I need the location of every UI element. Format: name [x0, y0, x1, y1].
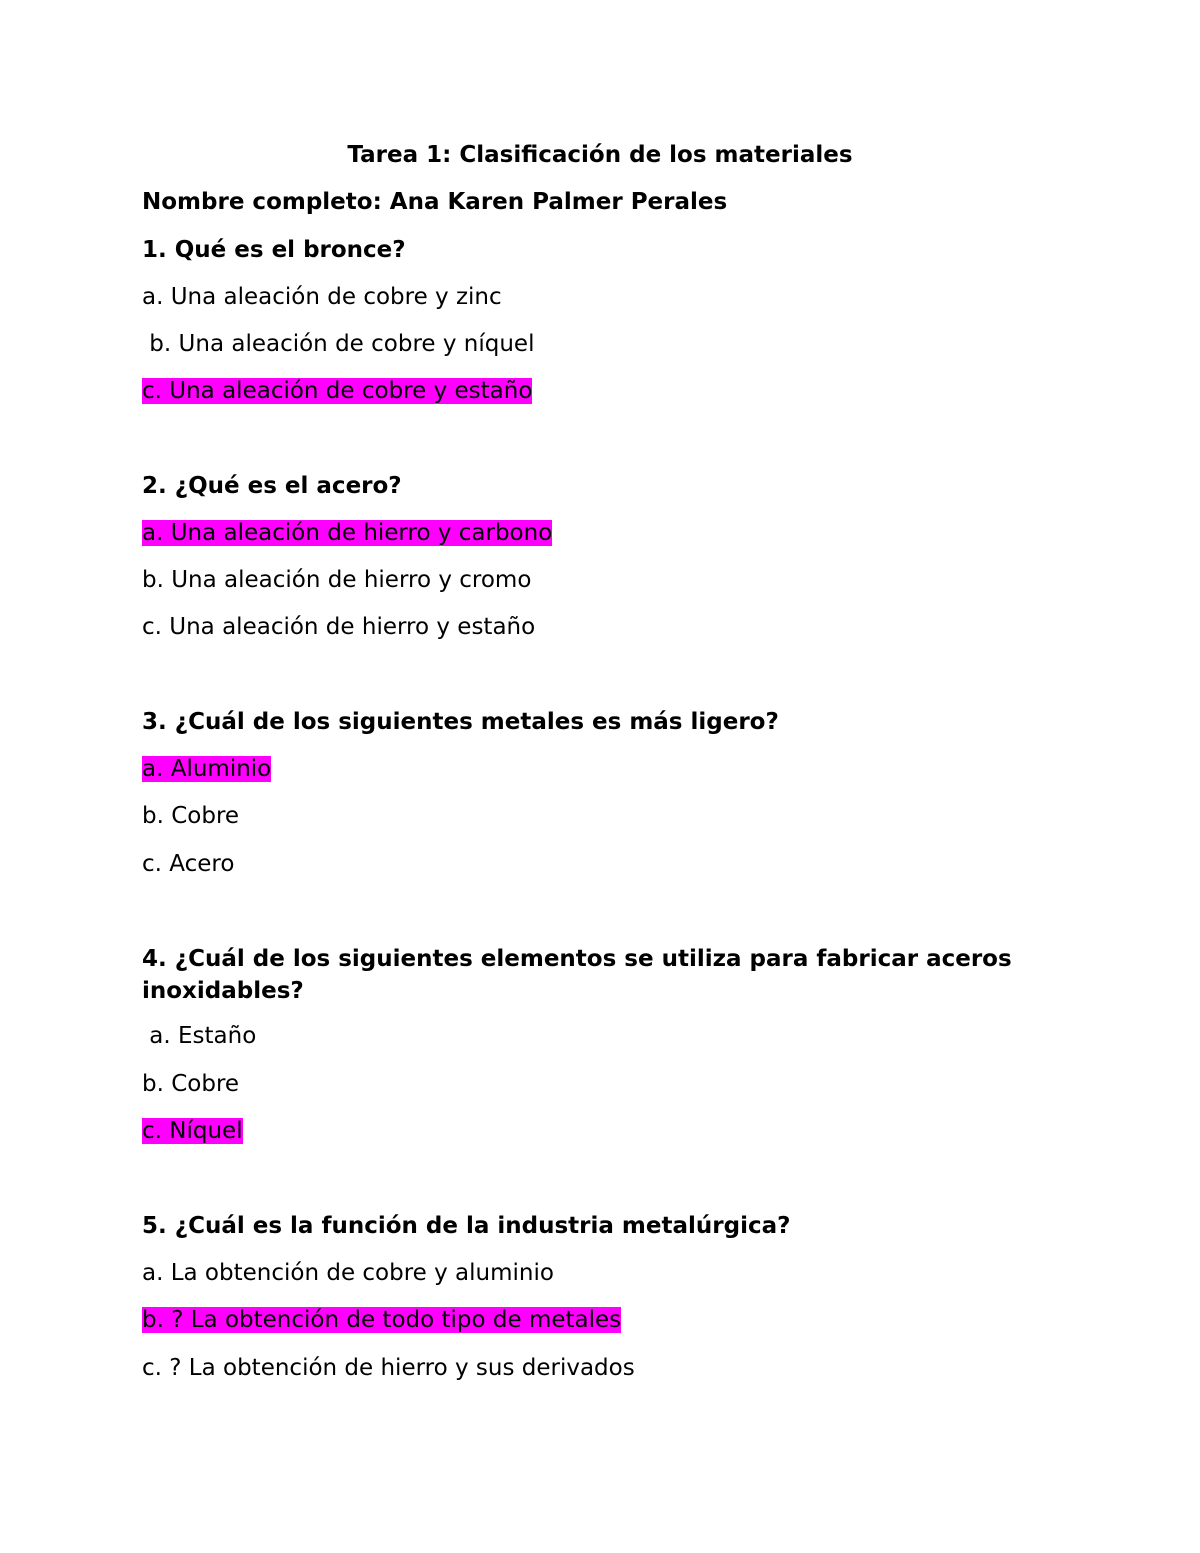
question-2-option-a — [142, 519, 552, 547]
question-3-option-a — [142, 755, 271, 783]
answer-highlight: c. Níquel — [142, 1118, 243, 1144]
question-3-option-b: b. Cobre — [142, 803, 240, 829]
question-1-option-c — [142, 377, 532, 405]
question-4-option-a: a. Estaño — [142, 1023, 257, 1049]
question-2-option-c: c. Una aleación de hierro y estaño — [142, 614, 536, 640]
document-title: Tarea 1: Clasificación de los materiales — [347, 142, 853, 168]
question-2-option-b: b. Una aleación de hierro y cromo — [142, 567, 532, 593]
question-4-option-b: b. Cobre — [142, 1071, 240, 1097]
answer-highlight: c. Una aleación de cobre y estaño — [142, 378, 533, 404]
question-4: 4. ¿Cuál de los siguientes elementos se utiliza para fabricar aceros inoxidables? — [142, 946, 1012, 1004]
question-1-option-a: a. Una aleación de cobre y zinc — [142, 284, 502, 310]
answer-highlight: b. ? La obtención de todo tipo de metales — [142, 1307, 622, 1333]
question-4-option-c — [142, 1117, 243, 1145]
question-1-option-b: b. Una aleación de cobre y níquel — [142, 331, 535, 357]
question-2: 2. ¿Qué es el acero? — [142, 473, 402, 499]
answer-highlight: a. Aluminio — [142, 756, 272, 782]
question-5-option-a: a. La obtención de cobre y aluminio — [142, 1260, 554, 1286]
answer-highlight: a. Una aleación de hierro y carbono — [142, 520, 553, 546]
question-3: 3. ¿Cuál de los siguientes metales es más ligero? — [142, 709, 779, 735]
question-5-option-b — [142, 1306, 621, 1334]
question-5: 5. ¿Cuál es la función de la industria metalúrgica? — [142, 1213, 791, 1239]
student-name: Nombre completo: Ana Karen Palmer Perales — [142, 189, 728, 215]
question-1: 1. Qué es el bronce? — [142, 237, 406, 263]
question-5-option-c: c. ? La obtención de hierro y sus derivados — [142, 1355, 635, 1381]
question-3-option-c: c. Acero — [142, 851, 235, 877]
